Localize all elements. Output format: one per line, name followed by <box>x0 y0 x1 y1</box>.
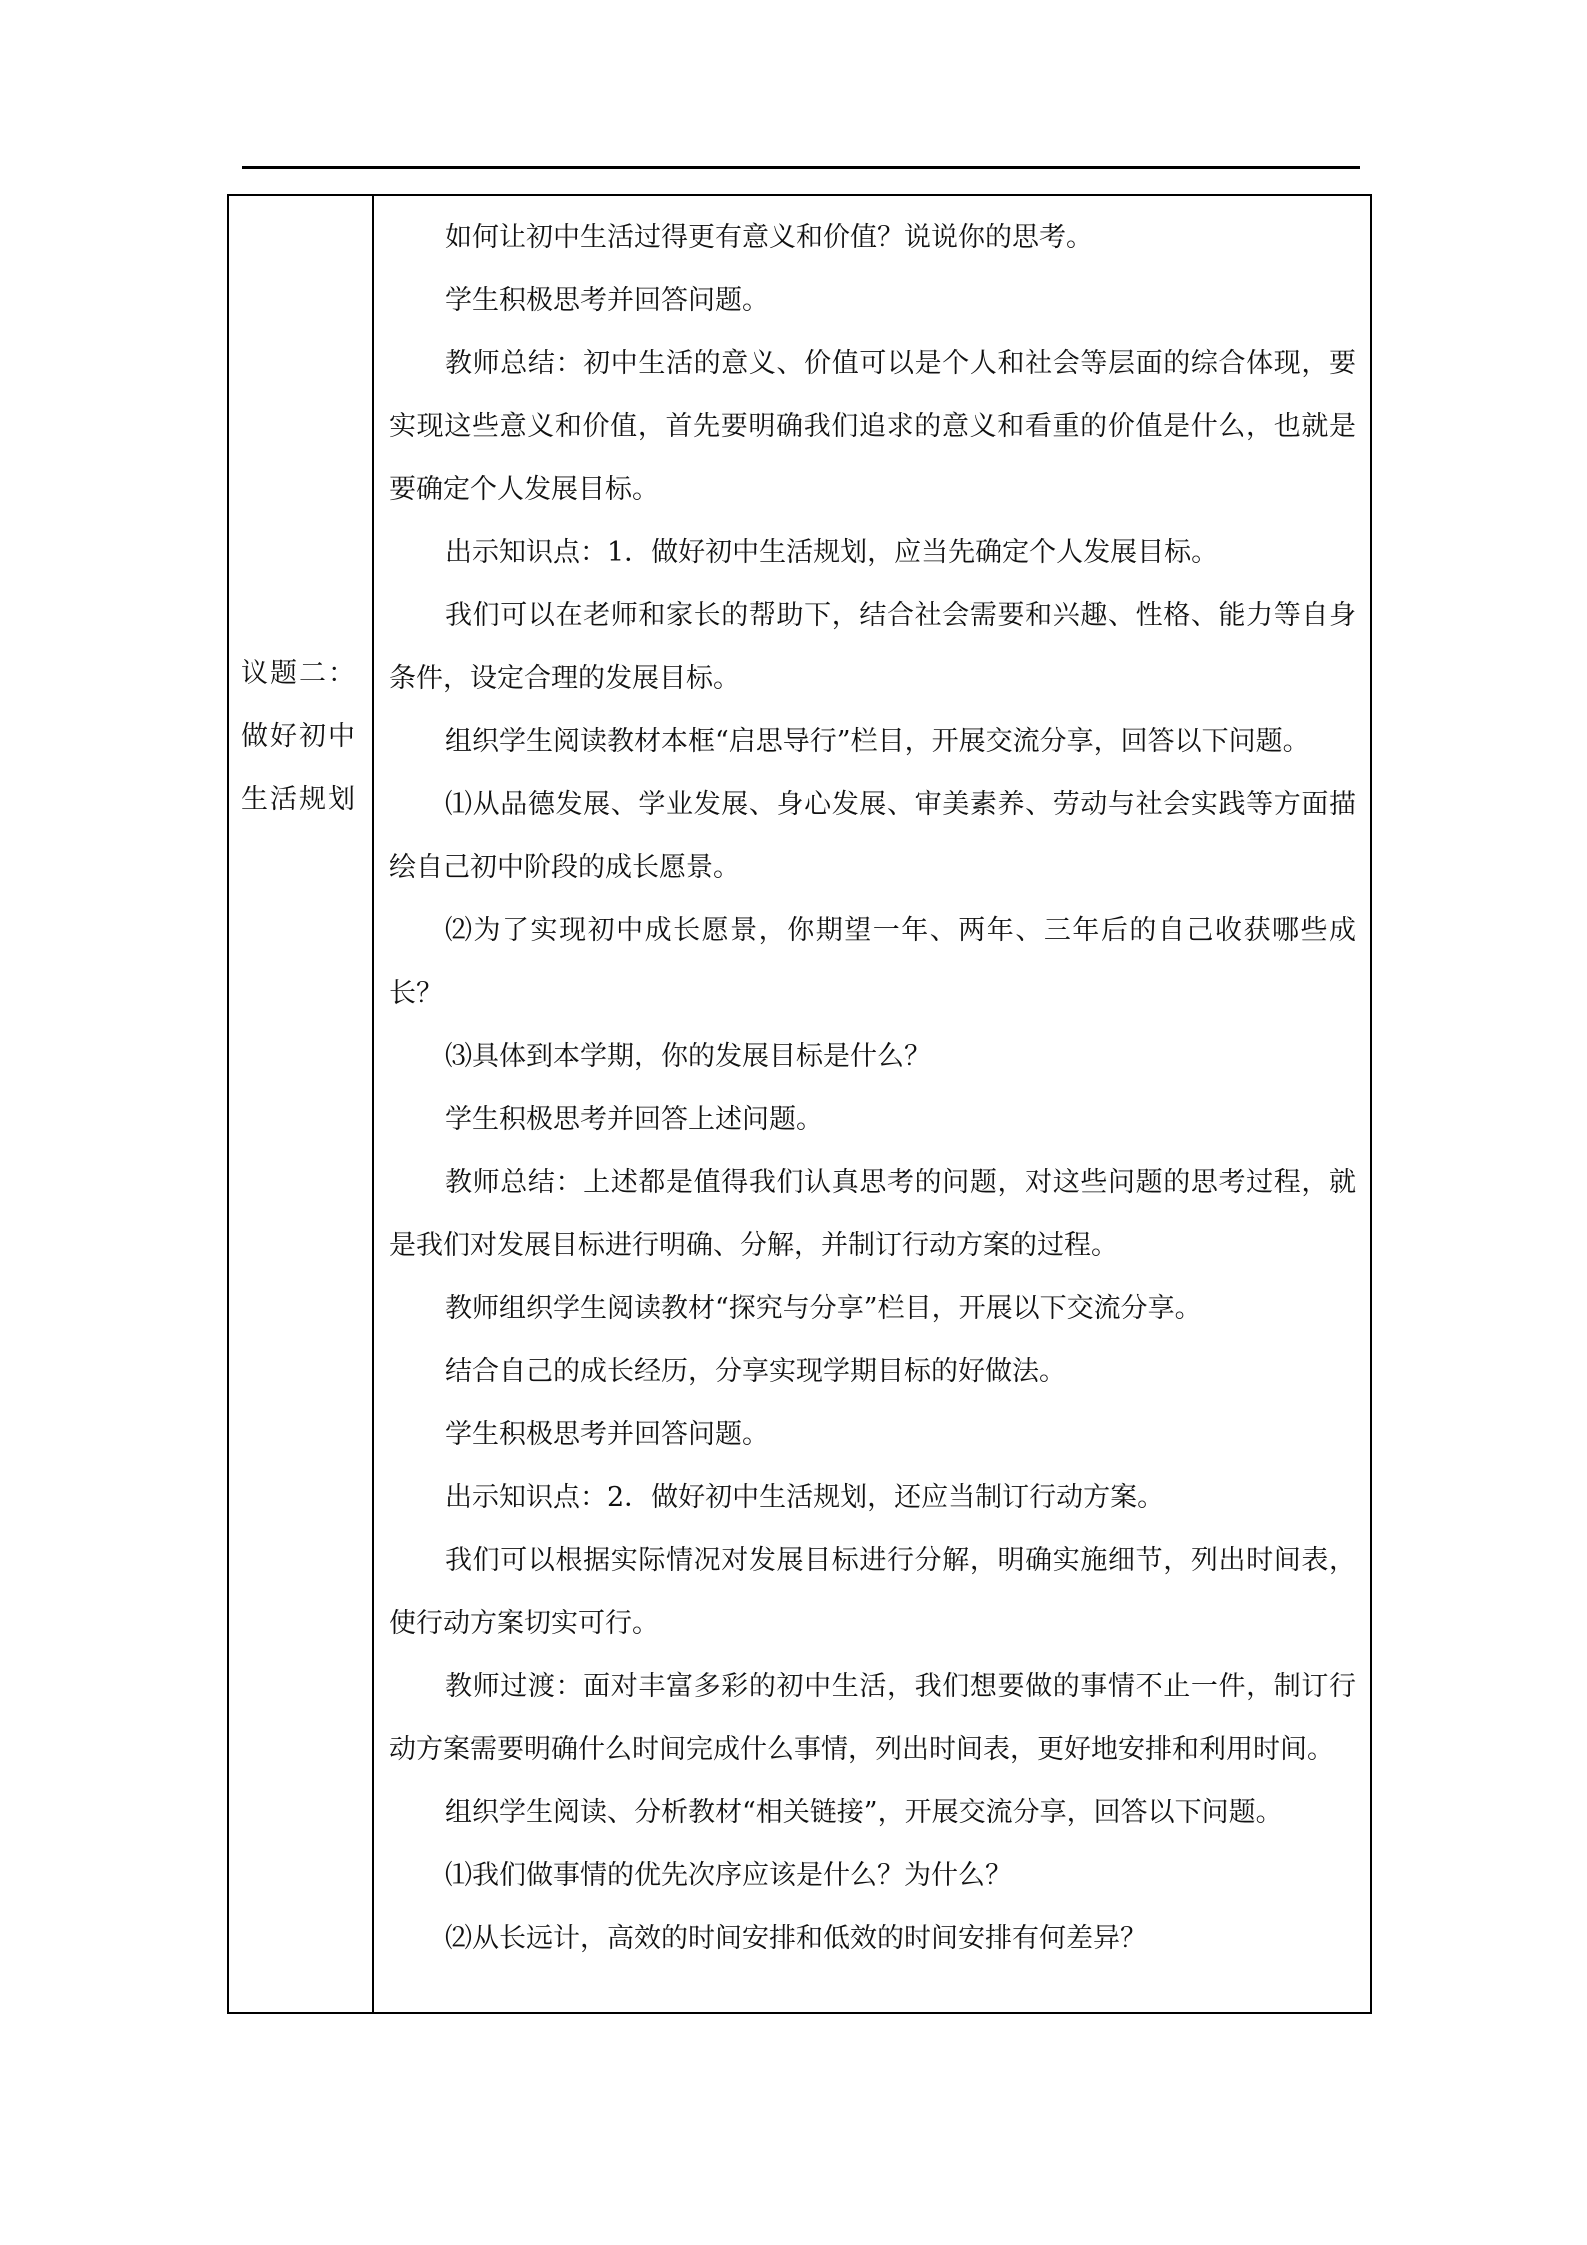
paragraph: ⑶具体到本学期，你的发展目标是什么？ <box>445 1041 931 1072</box>
paragraph: 教师总结：上述都是值得我们认真思考的问题，对这些问题的思考过程，就是我们对发展目标进行明确、分解，并制订行动方案的过程。 <box>389 1167 1356 1261</box>
paragraph: 组织学生阅读教材本框“启思导行”栏目，开展交流分享，回答以下问题。 <box>445 726 1310 757</box>
topic-cell <box>229 196 374 2012</box>
paragraph: 我们可以在老师和家长的帮助下，结合社会需要和兴趣、性格、能力等自身条件，设定合理的发展目标。 <box>389 600 1356 694</box>
header-rule <box>242 166 1360 169</box>
paragraph: 如何让初中生活过得更有意义和价值？说说你的思考。 <box>445 222 1093 253</box>
paragraph: 教师过渡：面对丰富多彩的初中生活，我们想要做的事情不止一件，制订行动方案需要明确什么时间完成什么事情，列出时间表，更好地安排和利用时间。 <box>389 1671 1356 1765</box>
topic-line: 议题二： <box>241 658 357 689</box>
paragraph: 学生积极思考并回答问题。 <box>445 285 769 316</box>
paragraph: ⑵从长远计，高效的时间安排和低效的时间安排有何差异？ <box>445 1923 1147 1954</box>
paragraph: ⑴我们做事情的优先次序应该是什么？为什么？ <box>445 1860 1012 1891</box>
paragraph: 教师总结：初中生活的意义、价值可以是个人和社会等层面的综合体现，要实现这些意义和价值，首先要明确我们追求的意义和看重的价值是什么，也就是要确定个人发展目标。 <box>389 348 1356 505</box>
paragraph: ⑵为了实现初中成长愿景，你期望一年、两年、三年后的自己收获哪些成长？ <box>389 915 1356 1009</box>
paragraph: 学生积极思考并回答上述问题。 <box>445 1104 823 1135</box>
content-cell <box>374 196 1370 2012</box>
topic-line: 生活规划 <box>241 784 357 815</box>
paragraph: 学生积极思考并回答问题。 <box>445 1419 769 1450</box>
paragraph: 我们可以根据实际情况对发展目标进行分解，明确实施细节，列出时间表，使行动方案切实可行。 <box>389 1545 1356 1639</box>
paragraph: ⑴从品德发展、学业发展、身心发展、审美素养、劳动与社会实践等方面描绘自己初中阶段的成长愿景。 <box>389 789 1356 883</box>
paragraph: 结合自己的成长经历，分享实现学期目标的好做法。 <box>445 1356 1066 1387</box>
topic-line: 做好初中 <box>241 721 357 752</box>
paragraph: 出示知识点：1．做好初中生活规划，应当先确定个人发展目标。 <box>445 537 1219 568</box>
paragraph: 组织学生阅读、分析教材“相关链接”，开展交流分享，回答以下问题。 <box>445 1797 1283 1828</box>
topic-label <box>241 642 366 831</box>
lesson-table <box>227 194 1372 2014</box>
paragraph: 教师组织学生阅读教材“探究与分享”栏目，开展以下交流分享。 <box>445 1293 1202 1324</box>
paragraph: 出示知识点：2．做好初中生活规划，还应当制订行动方案。 <box>445 1482 1165 1513</box>
